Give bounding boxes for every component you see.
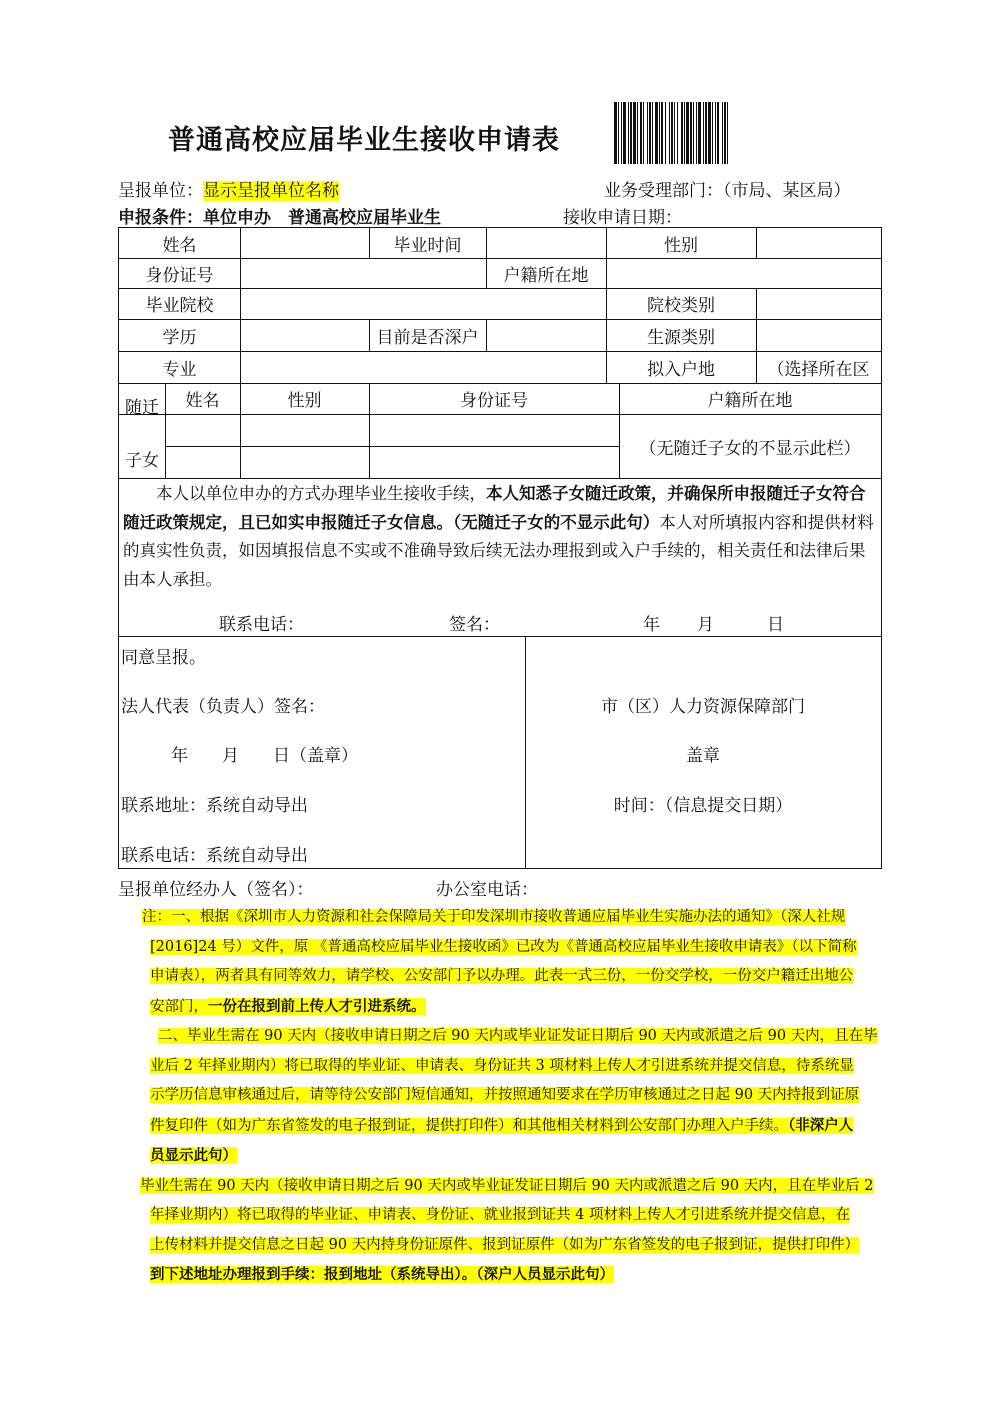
- note-1-line-3: 申请表），两者具有同等效力，请学校、公安部门予以办理。此表一式三份，一份交学校，一份交户籍迁出地公: [150, 968, 854, 984]
- approval-agree: 同意呈报。: [121, 647, 206, 668]
- label-is-sz: 目前是否深户: [376, 327, 479, 348]
- approval-seal: 盖章: [686, 745, 720, 766]
- declaration-p2: 本人知悉子女随迁政策，并确保所申报随迁子女符合随迁政策规定，且已如实申报随迁子女信息。（无随迁子女的不显示此句）: [123, 484, 866, 532]
- declaration-phone: 联系电话：: [219, 614, 304, 635]
- note-2-line-5: 员显示此句）: [150, 1147, 237, 1164]
- declaration-paragraph: [123, 480, 879, 594]
- label-grad-time: 毕业时间: [393, 235, 462, 256]
- dept-row: [604, 176, 851, 201]
- children-label-2: 子女: [125, 450, 159, 471]
- application-table: [118, 227, 882, 869]
- declaration-p1: 本人以单位申办的方式办理毕业生接收手续，: [156, 484, 486, 503]
- child-id-header: 身份证号: [460, 391, 528, 411]
- condition-row: 申报条件：单位申办 普通高校应届毕业生: [118, 208, 441, 228]
- note-2-line-2: 业后 2 年择业期内）将已取得的毕业证、申请表、身份证共 3 项材料上传人才引进系统并提交信息，待系统显: [150, 1057, 854, 1074]
- declaration-day: 日: [767, 614, 784, 635]
- date-label: 接收申请日期：: [563, 208, 682, 228]
- barcode: [614, 102, 882, 164]
- note-3-line-3: 上传材料并提交信息之日起 90 天内持身份证原件、报到证原件（如为广东省签发的电子报到证，提供打印件）: [150, 1236, 860, 1253]
- form-title: 普通高校应届毕业生接收申请表: [168, 125, 560, 156]
- approval-hr-dept: 市（区）人力资源保障部门: [601, 696, 805, 717]
- approval-date-seal: 年 月 日（盖章）: [171, 745, 358, 766]
- note-2-line-1: 二、毕业生需在 90 天内（接收申请日期之后 90 天内或毕业证发证日期后 90 天内或派遣之后 90 天内，且在毕: [158, 1028, 878, 1044]
- submitter-value: 显示呈报单位名称: [203, 181, 339, 201]
- note-3-line-1: 毕业生需在 90 天内（接收申请日期之后 90 天内或毕业证发证日期后 90 天内或派遣之后 90 天内，且在毕业后 2: [140, 1177, 874, 1194]
- label-source-type: 生源类别: [647, 327, 715, 348]
- note-3-line-2: 年择业期内）将已取得的毕业证、申请表、身份证、就业报到证共 4 项材料上传人才引进系统并提交信息，在: [150, 1207, 850, 1223]
- approval-address: 联系地址：系统自动导出: [121, 795, 308, 816]
- declaration-p3: 本人对所填报内容和提供材料的真实性负责，如因填报信息不实或不准确导致后续无法办理报到或入户手续的，相关责任和法律后果由本人承担。: [123, 512, 874, 589]
- label-name: 姓名: [162, 235, 197, 256]
- label-major: 专业: [162, 359, 197, 380]
- notes: [142, 903, 882, 1290]
- office-phone-label: 办公室电话：: [436, 880, 538, 900]
- submitter-label: 呈报单位：: [118, 181, 203, 201]
- note-1-line-4: 安部门，一份在报到前上传人才引进系统。: [150, 997, 426, 1015]
- label-school-type: 院校类别: [647, 296, 715, 316]
- children-label-1: 随迁: [125, 398, 159, 418]
- approval-legal-sign: 法人代表（负责人）签名：: [121, 696, 325, 717]
- note-2-line-4: 件复印件（如为广东省签发的电子报到证，提供打印件）和其他相关材料到公安部门办理入户手续。（非深户人: [150, 1116, 854, 1134]
- note-1-line-1: 注：一、根据《深圳市人力资源和社会保障局关于印发深圳市接收普通应届毕业生实施办法的通知》（深人社规: [142, 909, 846, 925]
- dept-value: （市局、某区局）: [723, 181, 851, 201]
- label-planned-hukou: 拟入户地: [647, 359, 715, 380]
- child-note: （无随迁子女的不显示此栏）: [639, 438, 861, 459]
- note-1-line-2: [2016]24 号）文件，原 《普通高校应届毕业生接收函》已改为《普通高校应届毕业生接收申请表》（以下简称: [150, 938, 857, 955]
- declaration-month: 月: [697, 614, 714, 635]
- label-school: 毕业院校: [145, 296, 214, 316]
- child-name-header: 姓名: [185, 391, 220, 411]
- approval-time: 时间：（信息提交日期）: [613, 795, 793, 816]
- child-hukou-header: 户籍所在地: [707, 391, 793, 411]
- declaration-year: 年: [643, 614, 660, 635]
- label-gender: 性别: [664, 235, 698, 256]
- note-2-line-3: 示学历信息审核通过后，请等待公安部门短信通知，并按照通知要求在学历审核通过之日起 90 天内持报到证原: [150, 1087, 860, 1103]
- handler-label: 呈报单位经办人（签名）：: [118, 880, 314, 900]
- label-hukou: 户籍所在地: [503, 265, 589, 286]
- declaration-sign: 签名：: [449, 614, 500, 635]
- submitter-row: [118, 176, 339, 201]
- dept-label: 业务受理部门：: [604, 181, 723, 201]
- child-gender-header: 性别: [287, 391, 322, 411]
- approval-phone: 联系电话：系统自动导出: [121, 845, 308, 866]
- planned-hukou-value: （选择所在区: [767, 359, 870, 380]
- label-id-no: 身份证号: [145, 265, 214, 286]
- label-education: 学历: [162, 327, 197, 348]
- note-3-line-4: 到下述地址办理报到手续：报到地址（系统导出）。（深户人员显示此句）: [150, 1266, 614, 1283]
